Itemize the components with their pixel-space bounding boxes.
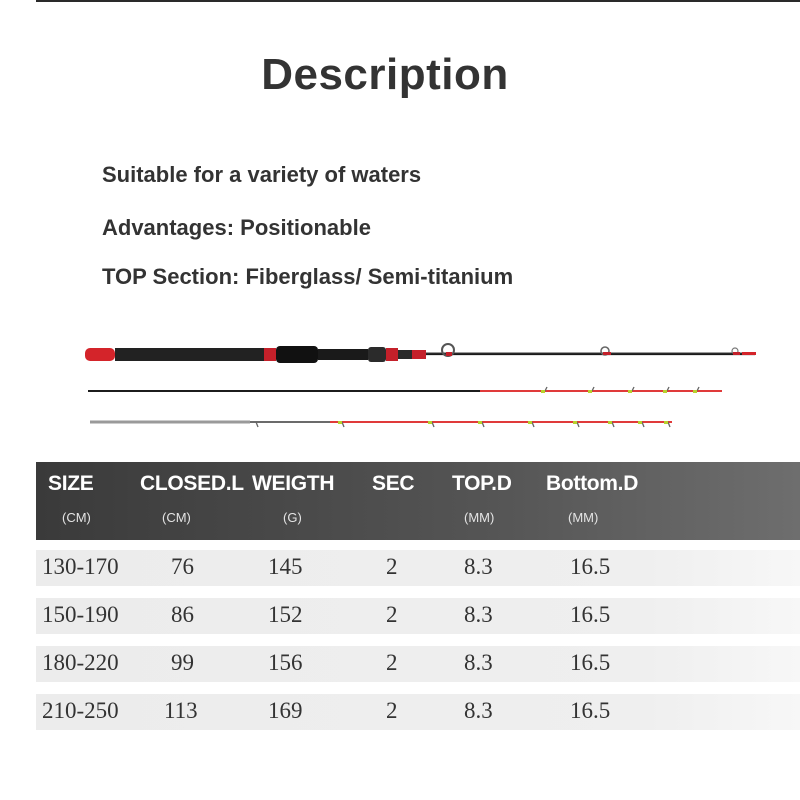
table-row <box>36 598 800 634</box>
header-closed-length-unit: (CM) <box>162 510 191 525</box>
cell-top-diameter: 8.3 <box>464 650 493 675</box>
cell-weight: 152 <box>268 602 303 627</box>
table-header <box>36 462 800 540</box>
description-line-waters: Suitable for a variety of waters <box>102 162 422 187</box>
cell-weight: 156 <box>268 650 303 675</box>
cell-sections: 2 <box>386 602 398 627</box>
cell-bottom-diameter: 16.5 <box>570 554 611 579</box>
cell-weight: 145 <box>268 554 303 579</box>
table-row <box>36 646 800 682</box>
cell-top-diameter: 8.3 <box>464 602 493 627</box>
cell-bottom-diameter: 16.5 <box>570 602 611 627</box>
cell-top-diameter: 8.3 <box>464 554 493 579</box>
header-closed-length: CLOSED.L <box>140 472 244 495</box>
cell-closed-length: 76 <box>171 554 194 579</box>
spec-table <box>36 462 800 723</box>
header-bottom-diameter: Bottom.D <box>546 472 639 495</box>
cell-top-diameter: 8.3 <box>464 698 493 723</box>
top-divider <box>36 0 800 2</box>
rod-tip-section-1 <box>88 387 722 393</box>
table-row <box>36 550 800 586</box>
fishing-rod-image <box>0 330 800 440</box>
cell-size: 150-190 <box>42 602 119 627</box>
header-weight: WEIGTH <box>252 472 335 495</box>
description-line-advantages: Advantages: Positionable <box>102 215 371 240</box>
cell-sections: 2 <box>386 698 398 723</box>
cell-bottom-diameter: 16.5 <box>570 698 611 723</box>
header-size: SIZE <box>48 472 94 495</box>
header-weight-unit: (G) <box>283 510 302 525</box>
cell-sections: 2 <box>386 554 398 579</box>
cell-size: 180-220 <box>42 650 119 675</box>
header-top-diameter: TOP.D <box>452 472 512 495</box>
cell-size: 210-250 <box>42 698 119 723</box>
header-sections: SEC <box>372 472 415 495</box>
cell-weight: 169 <box>268 698 303 723</box>
cell-closed-length: 113 <box>164 698 198 723</box>
cell-sections: 2 <box>386 650 398 675</box>
header-bottom-diameter-unit: (MM) <box>568 510 599 525</box>
header-size-unit: (CM) <box>62 510 91 525</box>
rod-main-section <box>85 344 756 363</box>
table-row <box>36 694 800 730</box>
header-top-diameter-unit: (MM) <box>464 510 495 525</box>
rod-tip-section-2 <box>90 421 672 427</box>
cell-size: 130-170 <box>42 554 119 579</box>
page-title: Description <box>261 50 509 99</box>
cell-closed-length: 86 <box>171 602 194 627</box>
cell-closed-length: 99 <box>171 650 194 675</box>
cell-bottom-diameter: 16.5 <box>570 650 611 675</box>
description-line-top-section: TOP Section: Fiberglass/ Semi-titanium <box>102 264 514 289</box>
